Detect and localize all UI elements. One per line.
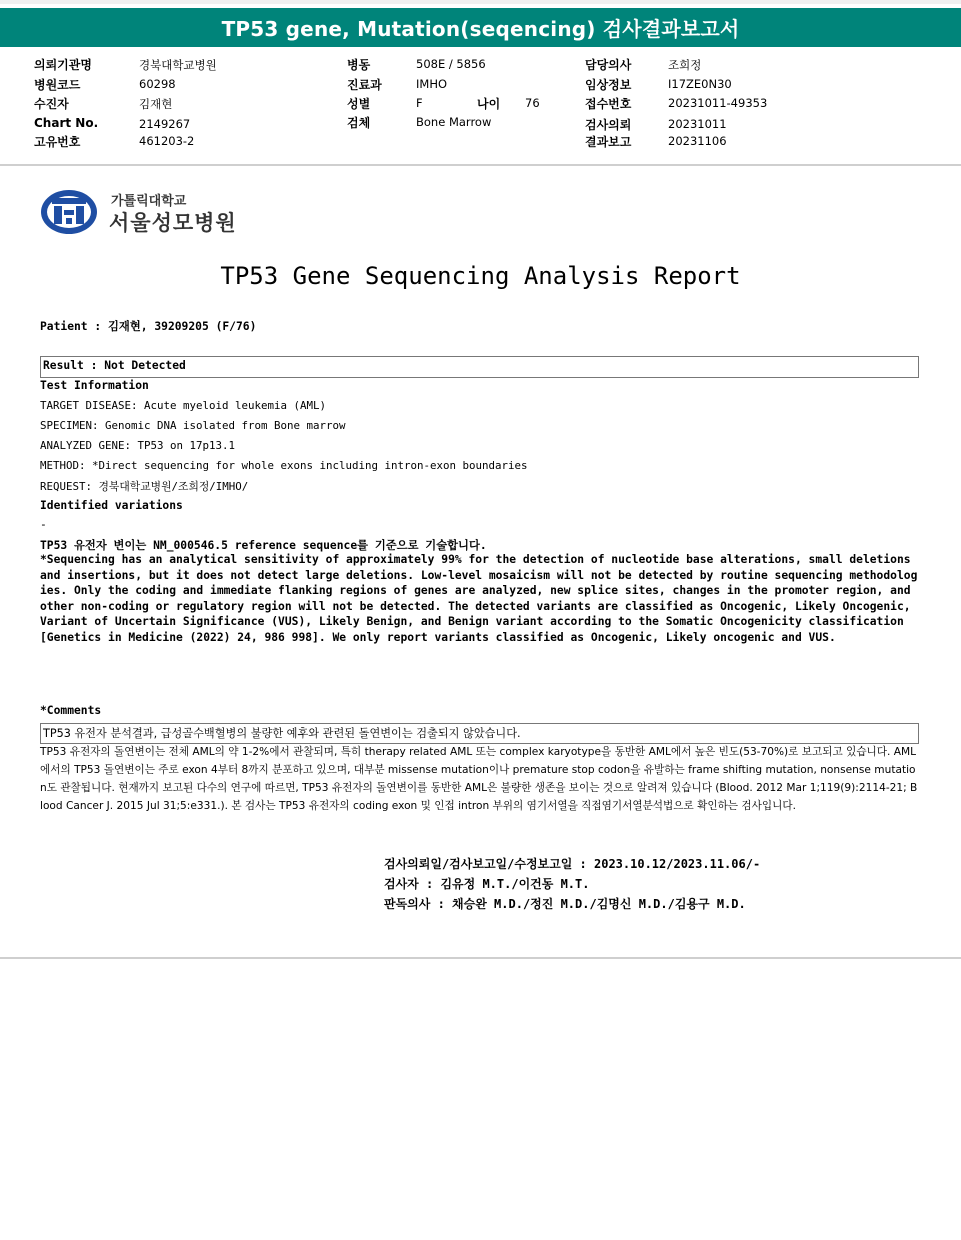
report-title-bar: TP53 gene, Mutation(seqencing) 검사결과보고서: [0, 8, 961, 47]
test-request-date-value: 20231011: [668, 117, 727, 131]
attending-physician-label: 담당의사: [585, 58, 632, 72]
chart-no-value: 2149267: [139, 117, 191, 131]
report-dates: 검사의뢰일/검사보고일/수정보고일 : 2023.10.12/2023.11.06/-: [384, 857, 761, 871]
sex-value: F: [416, 96, 423, 110]
receipt-number-label: 접수번호: [585, 97, 632, 111]
top-rule: [0, 0, 961, 4]
specimen-line: SPECIMEN: Genomic DNA isolated from Bone marrow: [40, 419, 346, 432]
comment-box-text: TP53 유전자 분석결과, 급성골수백혈병의 불량한 예후와 관련된 돌연변이는 검출되지 않았습니다.: [43, 727, 521, 740]
request-line: REQUEST: 경북대학교병원/조희정/IMHO/: [40, 480, 249, 493]
attending-physician-value: 조희정: [668, 58, 702, 72]
result-report-date-value: 20231106: [668, 134, 727, 148]
ward-label: 병동: [347, 58, 371, 72]
receipt-number-value: 20231011-49353: [668, 96, 768, 110]
hospital-code-value: 60298: [139, 77, 176, 91]
hospital-logo: [40, 188, 102, 238]
age-value: 76: [525, 96, 540, 110]
header-divider: [0, 164, 961, 166]
target-disease: TARGET DISEASE: Acute myeloid leukemia (AML): [40, 399, 327, 412]
identified-variations-heading: Identified variations: [40, 499, 183, 512]
hospital-code-label: 병원코드: [34, 78, 81, 92]
report-title: TP53 Gene Sequencing Analysis Report: [220, 262, 741, 290]
clinical-info-label: 임상정보: [585, 78, 632, 92]
department-label: 진료과: [347, 78, 382, 92]
result-text: Result : Not Detected: [43, 359, 186, 372]
requesting-institution-label: 의뢰기관명: [34, 58, 92, 72]
patient-name-label: 수진자: [34, 97, 69, 111]
identified-variations-value: -: [40, 518, 47, 531]
age-label: 나이: [477, 97, 501, 111]
logo-hospital-name: 서울성모병원: [109, 211, 237, 235]
analyzed-gene: ANALYZED GENE: TP53 on 17p13.1: [40, 439, 236, 452]
result-box: [40, 356, 919, 378]
method-disclaimer: *Sequencing has an analytical sensitivity of approximately 99% for the detection of nucleotide base alterations, small deletions and insertions, but it does not detect large deletions. Low-level mosaicism will not be detected by routine sequencing methodologies. Only the coding and immediate flanking regions of genes are analyzed, new splice sites, changes in the promoter region, and other non-coding or regulatory region will not be detected. The detected variants are classified as Oncogenic, Likely Oncogenic, Variant of Uncertain Significance (VUS), Likely Benign, and Benign variant according to the Somatic Oncogenicity classification [Genetics in Medicine (2022) 24, 986 998]. We only report variants classified as Oncogenic, Likely oncogenic and VUS.: [40, 553, 918, 644]
comment-box: [40, 723, 919, 744]
patient-line: Patient : 김재현, 39209205 (F/76): [40, 320, 257, 333]
reference-note: TP53 유전자 변이는 NM_000546.5 reference sequence를 기준으로 기술합니다.: [40, 539, 487, 552]
department-value: IMHO: [416, 77, 448, 91]
testers: 검사자 : 김유정 M.T./이건동 M.T.: [384, 877, 590, 891]
footer-divider: [0, 957, 961, 959]
specimen-value: Bone Marrow: [416, 115, 492, 129]
chart-no-label: Chart No.: [34, 116, 99, 130]
specimen-label: 검체: [347, 116, 371, 130]
ward-value: 508E / 5856: [416, 57, 486, 71]
sex-label: 성별: [347, 97, 371, 111]
comments-heading: *Comments: [40, 704, 102, 717]
method-line: METHOD: *Direct sequencing for whole exons including intron-exon boundaries: [40, 459, 528, 472]
comment-paragraph: TP53 유전자의 돌연변이는 전체 AML의 약 1-2%에서 관찰되며, 특히 therapy related AML 또는 complex karyotype을 동반한 AML에서 높은 빈도(53-70%)로 보고되고 있습니다. AML에서의 TP53 돌연변이는 주로 exon 4부터 8까지 분포하고 있으며, 대부분 missense mutation이나 premature stop codon을 유발하는 frame shifting mutation, nonsense mutation도 관찰됩니다. 현재까지 보고된 다수의 연구에 따르면, TP53 유전자의 돌연변이를 동반한 AML은 불량한 생존을 보이는 것으로 알려져 있습니다 (Blood. 2012 Mar 1;119(9):2114-21; Blood Cancer J. 2015 Jul 31;5:e331.). 본 검사는 TP53 유전자의 coding exon 및 인접 intron 부위의 염기서열을 직접염기서열분석법으로 확인하는 검사입니다.: [40, 746, 918, 812]
clinical-info-value: I17ZE0N30: [668, 77, 732, 91]
test-info-heading: Test Information: [40, 379, 149, 392]
result-report-date-label: 결과보고: [585, 135, 632, 149]
logo-university-name: 가톨릭대학교: [111, 194, 187, 209]
unique-number-label: 고유번호: [34, 135, 81, 149]
patient-name-value: 김재현: [139, 97, 173, 111]
reading-physicians: 판독의사 : 채승완 M.D./정진 M.D./김명신 M.D./김용구 M.D.: [384, 897, 746, 911]
unique-number-value: 461203-2: [139, 134, 195, 148]
test-request-date-label: 검사의뢰: [585, 118, 632, 132]
requesting-institution-value: 경북대학교병원: [139, 58, 217, 72]
